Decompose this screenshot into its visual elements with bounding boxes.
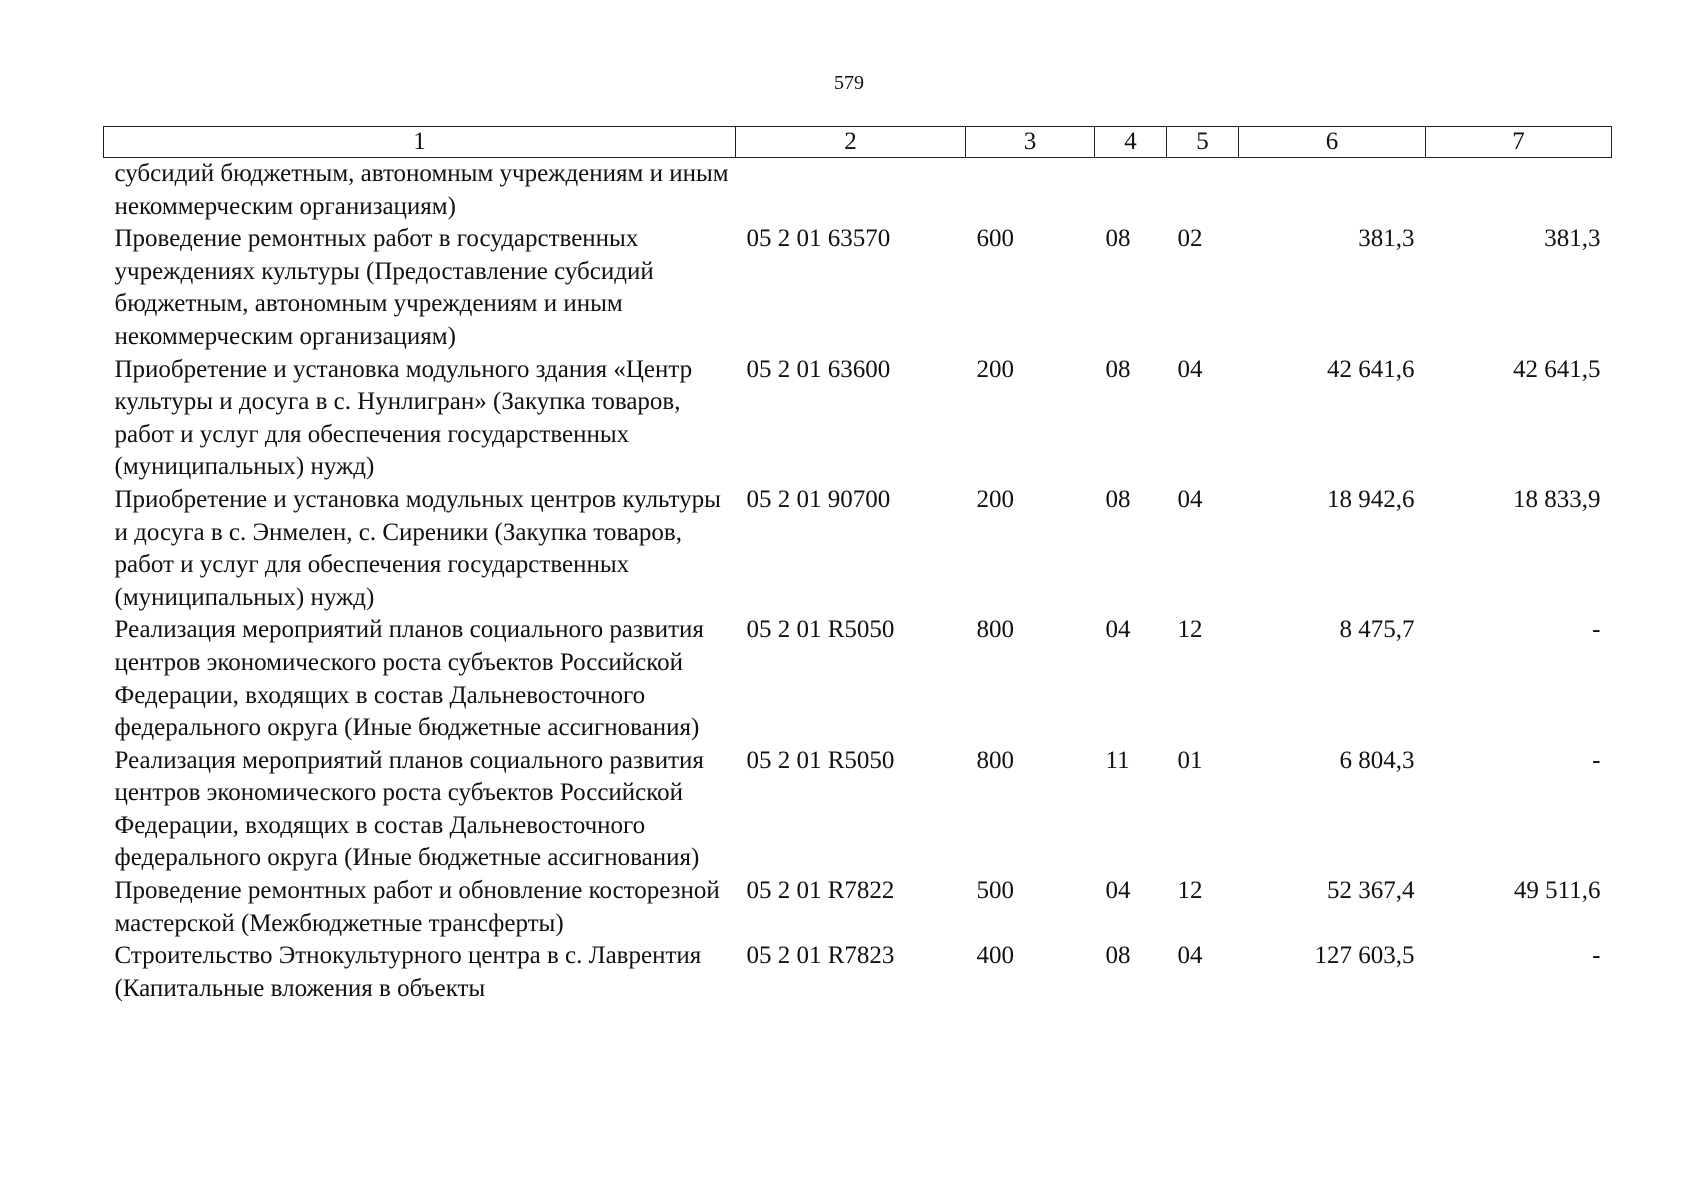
header-col-3: 3 [966,127,1095,158]
row-expense-type: 200 [976,485,1014,513]
row-amount-1: 8 475,7 [1339,616,1415,644]
row-amount-2: - [1592,942,1601,970]
row-section: 04 [1105,616,1131,644]
row-target-code: 05 2 01 R5050 [746,616,895,644]
row-target-code: 05 2 01 R5050 [746,746,895,774]
table-row [104,354,1612,484]
row-target-code: 05 2 01 R7822 [746,877,895,905]
row-amount-2: - [1592,616,1601,644]
header-col-2: 2 [736,127,966,158]
row-expense-type: 500 [976,877,1014,905]
row-subsection: 02 [1177,225,1203,253]
table-header [104,127,1612,158]
row-amount-2 [1426,158,1612,224]
table-body [104,158,1612,1006]
row-amount-1: 381,3 [1358,225,1415,253]
row-subsection: 04 [1177,485,1203,513]
table-row [104,875,1612,940]
table-row [104,614,1612,744]
row-name: субсидий бюджетным, автономным учреждениям и иным некоммерческим организациям) [114,160,729,220]
row-target-code: 05 2 01 63570 [746,225,891,253]
row-section: 08 [1105,485,1131,513]
row-name: Строительство Этнокультурного центра в с. Лаврентия (Капитальные вложения в объекты [114,942,702,1002]
row-amount-1: 6 804,3 [1339,746,1415,774]
row-subsection: 12 [1177,616,1203,644]
row-subsection: 04 [1177,355,1203,383]
row-expense-type: 600 [976,225,1014,253]
row-amount-1: 52 367,4 [1327,877,1415,905]
row-expense-type: 400 [976,942,1014,970]
table-row [104,745,1612,875]
header-col-1: 1 [104,127,736,158]
row-section: 08 [1105,355,1131,383]
row-section: 08 [1105,225,1131,253]
row-amount-1: 42 641,6 [1327,355,1415,383]
header-row [104,127,1612,158]
row-name: Реализация мероприятий планов социального развития центров экономического роста субъектов Российской Федерации, входящих в состав Дальневосточного федерального округа (Иные бюджетные ассигнования) [114,746,704,872]
table-row [104,158,1612,224]
row-section: 08 [1105,942,1131,970]
row-subsection [1167,158,1239,224]
row-amount-2: 18 833,9 [1513,485,1601,513]
header-col-6: 6 [1239,127,1426,158]
header-col-7: 7 [1426,127,1612,158]
row-section: 04 [1105,877,1131,905]
page-number: 579 [834,72,864,94]
row-amount-2: 42 641,5 [1513,355,1601,383]
row-subsection: 04 [1177,942,1203,970]
row-amount-1: 127 603,5 [1314,942,1415,970]
row-name: Проведение ремонтных работ и обновление косторезной мастерской (Межбюджетные трансферты) [114,877,720,937]
header-col-5: 5 [1167,127,1239,158]
row-expense-type: 800 [976,746,1014,774]
row-name: Реализация мероприятий планов социального развития центров экономического роста субъектов Российской Федерации, входящих в состав Дальневосточного федерального округа (Иные бюджетные ассигнования) [114,616,704,742]
row-amount-1 [1239,158,1426,224]
table-row [104,940,1612,1005]
row-expense-type [966,158,1095,224]
row-section [1095,158,1167,224]
table-row [104,484,1612,614]
row-section: 11 [1105,746,1130,774]
row-amount-2: 49 511,6 [1513,877,1601,905]
row-name: Проведение ремонтных работ в государственных учреждениях культуры (Предоставление субсидий бюджетным, автономным учреждениям и иным некоммерческим организациям) [114,225,654,350]
table-row [104,223,1612,353]
row-subsection: 01 [1177,746,1203,774]
row-amount-2: - [1592,746,1601,774]
row-amount-2: 381,3 [1544,225,1601,253]
row-target-code: 05 2 01 90700 [746,485,891,513]
row-subsection: 12 [1177,877,1203,905]
row-name: Приобретение и установка модульных центров культуры и досуга в с. Энмелен, с. Сиреники (Закупка товаров, работ и услуг для обеспечения государственных (муниципальных) нужд) [114,485,721,611]
budget-table [103,126,1612,1005]
row-expense-type: 800 [976,616,1014,644]
row-target-code: 05 2 01 63600 [746,355,891,383]
row-expense-type: 200 [976,355,1014,383]
row-target-code: 05 2 01 R7823 [746,942,895,970]
row-amount-1: 18 942,6 [1327,485,1415,513]
row-target-code [736,158,966,224]
row-name: Приобретение и установка модульного здания «Центр культуры и досуга в с. Нунлигран» (Закупка товаров, работ и услуг для обеспечения государственных (муниципальных) нужд) [114,355,693,481]
header-col-4: 4 [1095,127,1167,158]
